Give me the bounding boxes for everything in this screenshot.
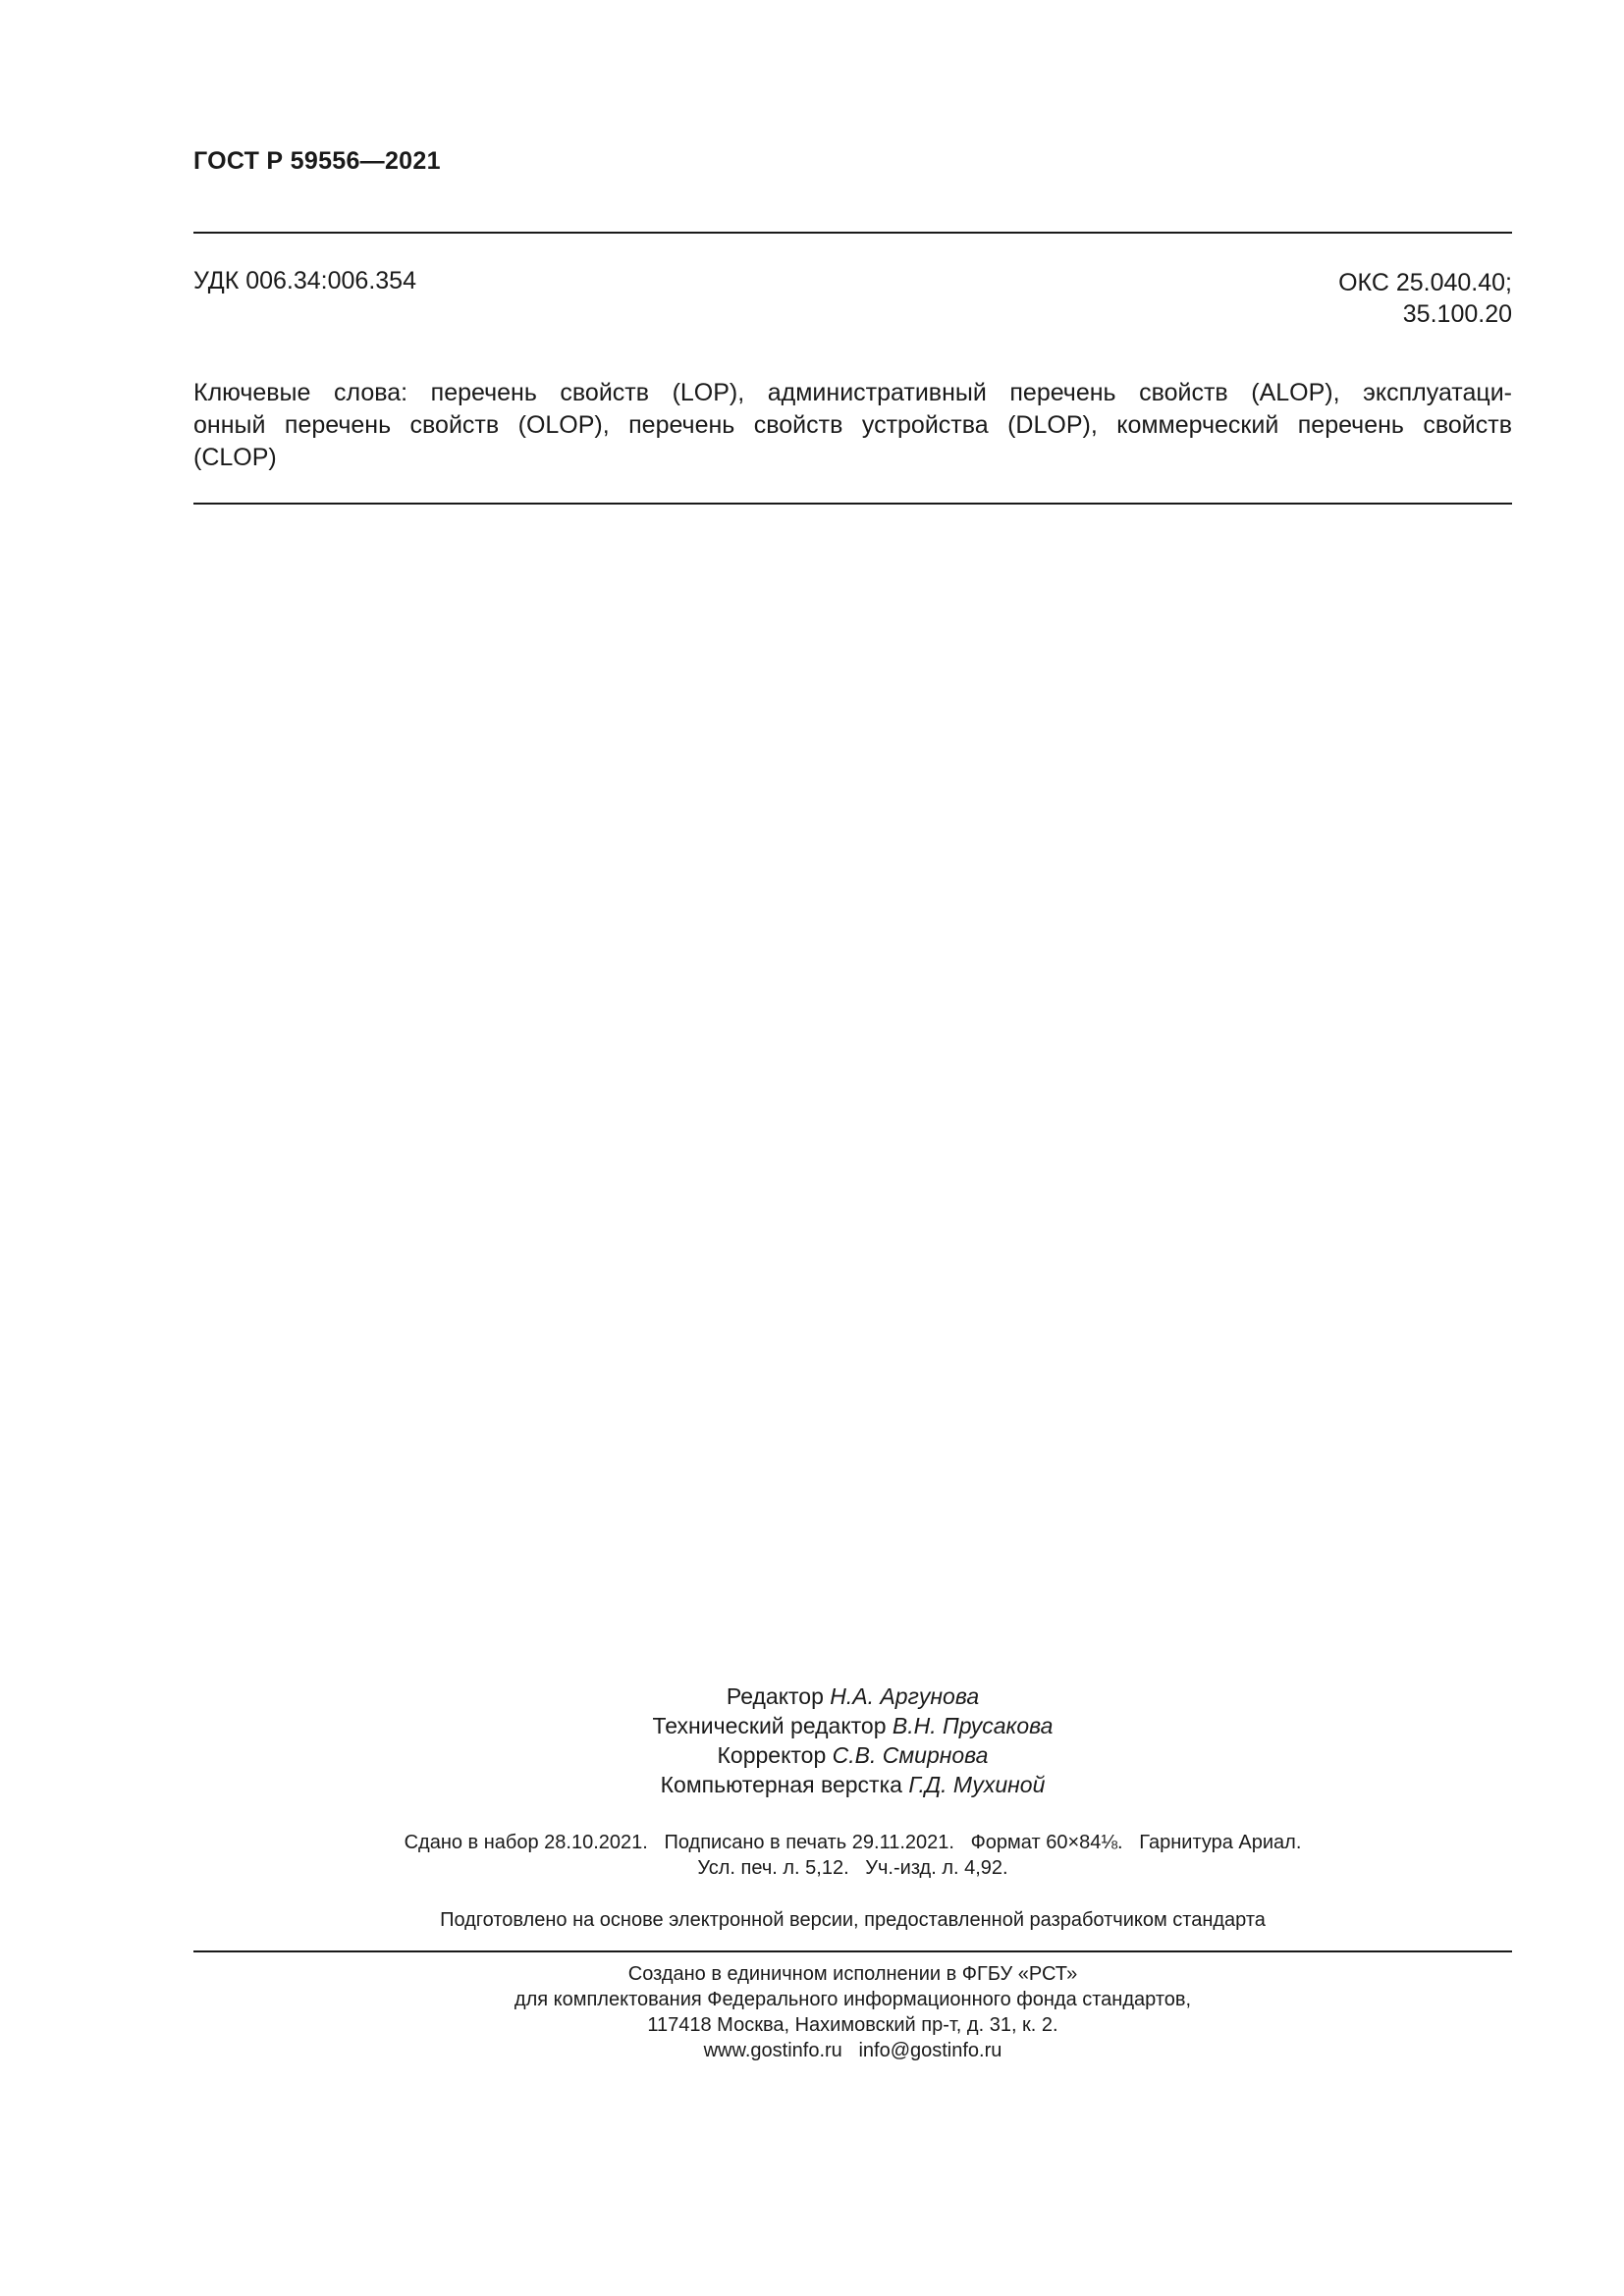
credit-role: Корректор: [717, 1742, 827, 1768]
footer-divider: [193, 1950, 1512, 1952]
oks-code-line2: 35.100.20: [1402, 300, 1512, 328]
credit-role: Технический редактор: [652, 1713, 887, 1738]
header-divider: [193, 232, 1512, 234]
credit-layout: [193, 1770, 1512, 1799]
credits-block: [193, 1682, 1512, 1799]
credit-role: Компьютерная верстка: [660, 1772, 902, 1797]
publisher-line2: для комплектования Федерального информационного фонда стандартов,: [514, 1989, 1192, 2010]
credit-name: Г.Д. Мухиной: [908, 1772, 1046, 1797]
keywords-line2: онный перечень свойств (OLOP), перечень свойств устройства (DLOP), коммерческий перечень свойств: [193, 411, 1512, 439]
credit-name: В.Н. Прусакова: [892, 1713, 1054, 1738]
print-info-line1: Сдано в набор 28.10.2021. Подписано в печать 29.11.2021. Формат 60×84⅛. Гарнитура Ариал.: [404, 1832, 1302, 1853]
publisher-line3: 117418 Москва, Нахимовский пр-т, д. 31, к. 2.: [647, 2014, 1058, 2036]
print-info-line2: Усл. печ. л. 5,12. Уч.-изд. л. 4,92.: [697, 1857, 1008, 1879]
keywords-block: [193, 377, 1512, 474]
credit-editor: [193, 1682, 1512, 1711]
keywords-line1: Ключевые слова: перечень свойств (LOP), административный перечень свойств (ALOP), эксплуатаци-: [193, 379, 1512, 406]
prepared-note: Подготовлено на основе электронной версии, предоставленной разработчиком стандарта: [440, 1909, 1266, 1931]
keywords-divider: [193, 503, 1512, 505]
keywords-line3: (CLOP): [193, 444, 277, 471]
publisher-line1: Создано в единичном исполнении в ФГБУ «РСТ»: [627, 1963, 1078, 1985]
oks-codes: [1338, 267, 1512, 330]
print-info-block: [193, 1830, 1512, 1881]
publisher-contacts: www.gostinfo.ru info@gostinfo.ru: [703, 2040, 1002, 2061]
credit-name: С.В. Смирнова: [832, 1742, 989, 1768]
oks-code-line1: ОКС 25.040.40;: [1338, 269, 1512, 296]
credit-proofreader: [193, 1740, 1512, 1770]
document-id: ГОСТ Р 59556—2021: [193, 147, 441, 175]
credit-tech-editor: [193, 1711, 1512, 1740]
publisher-block: [193, 1961, 1512, 2063]
credit-name: Н.А. Аргунова: [830, 1683, 980, 1709]
udk-code: УДК 006.34:006.354: [193, 267, 416, 294]
credit-role: Редактор: [726, 1683, 824, 1709]
